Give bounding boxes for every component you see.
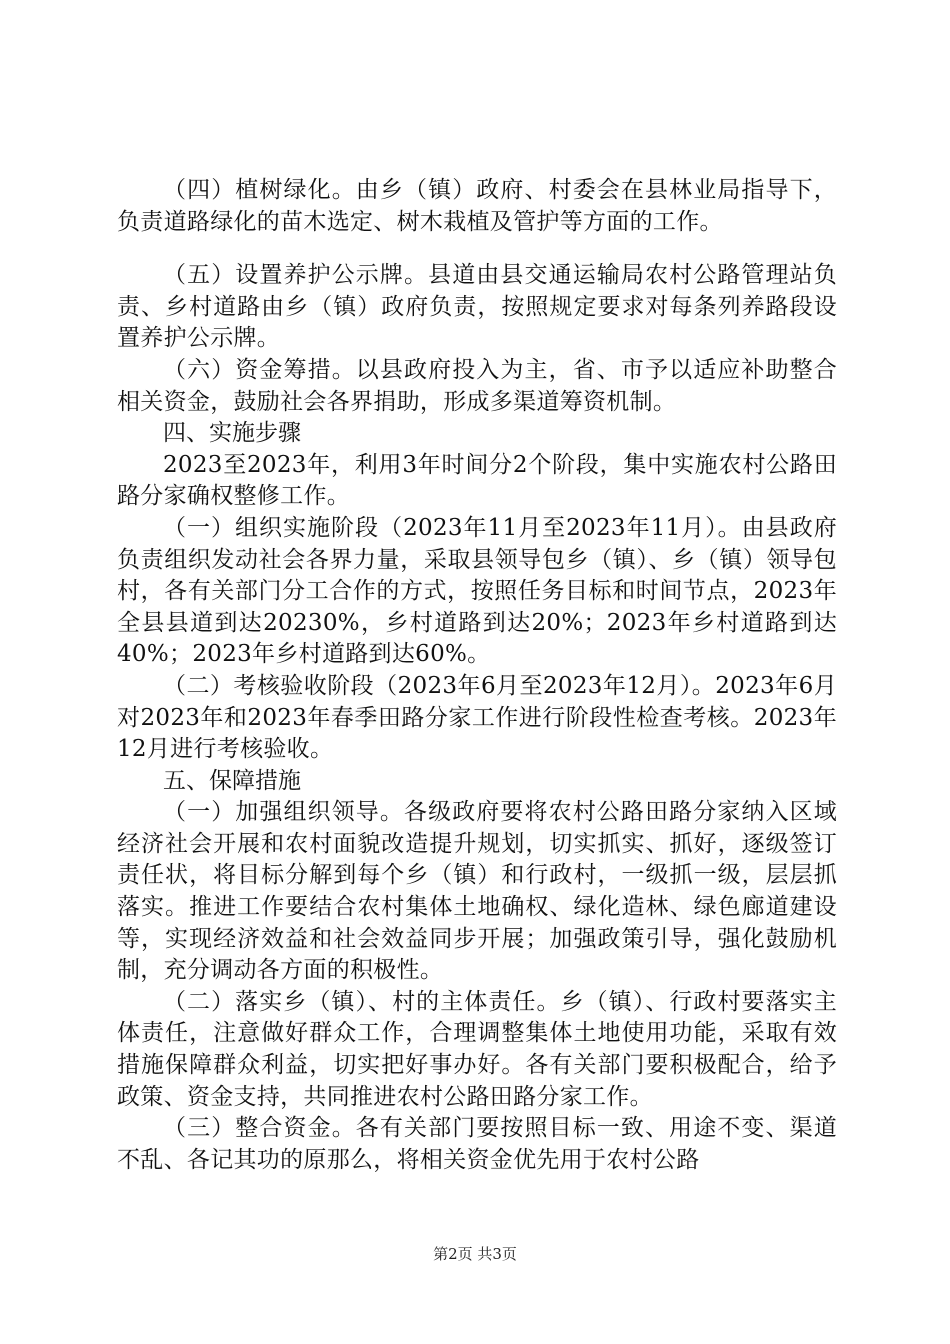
paragraph-funding: （六）资金筹措。以县政府投入为主，省、市予以适应补助整合相关资金，鼓励社会各界捐助，形成多渠道筹资机制。 [117,356,837,415]
paragraph-maintenance-sign: （五）设置养护公示牌。县道由县交通运输局农村公路管理站负责、乡村道路由乡（镇）政府负责，按照规定要求对每条列养路段设置养护公示牌。 [117,262,837,352]
paragraph-stage-two: （二）考核验收阶段（2023年6月至2023年12月）。2023年6月对2023年和2023年春季田路分家工作进行阶段性检查考核。2023年12月进行考核验收。 [117,672,837,763]
paragraph-implementation-overview: 2023至2023年，利用3年时间分2个阶段，集中实施农村公路田路分家确权整修工作。 [117,451,837,510]
document-body [117,175,837,1176]
paragraph-stage-one: （一）组织实施阶段（2023年11月至2023年11月）。由县政府负责组织发动社会各界力量，采取县领导包乡（镇）、乡（镇）领导包村，各有关部门分工合作的方式，按照任务目标和时间节点，2023年全县县道到达20230%，乡村道路到达20%；2023年乡村道路到达40%；2023年乡村道路到达60%。 [117,514,837,668]
section-heading-implementation: 四、实施步骤 [163,420,301,447]
paragraph-tree-planting: （四）植树绿化。由乡（镇）政府、村委会在县林业局指导下，负责道路绿化的苗木选定、树木栽植及管护等方面的工作。 [117,177,837,235]
paragraph-leadership: （一）加强组织领导。各级政府要将农村公路田路分家纳入区域经济社会开展和农村面貌改造提升规划，切实抓实、抓好，逐级签订责任状，将目标分解到每个乡（镇）和行政村，一级抓一级，层层抓落实。推进工作要结合农村集体土地确权、绿化造林、绿色廊道建设等，实现经济效益和社会效益同步开展；加强政策引导，强化鼓励机制，充分调动各方面的积极性。 [117,799,837,984]
paragraph-integrate-funds: （三）整合资金。各有关部门要按照目标一致、用途不变、渠道不乱、各记其功的原那么，将相关资金优先用于农村公路 [117,1115,837,1173]
page-number-footer: 第2页 共3页 [433,1245,517,1263]
paragraph-responsibility: （二）落实乡（镇）、村的主体责任。乡（镇）、行政村要落实主体责任，注意做好群众工作，合理调整集体土地使用功能，采取有效措施保障群众利益，切实把好事办好。各有关部门要积极配合，给予政策、资金支持，共同推进农村公路田路分家工作。 [117,988,837,1110]
section-heading-safeguards: 五、保障措施 [163,767,301,794]
